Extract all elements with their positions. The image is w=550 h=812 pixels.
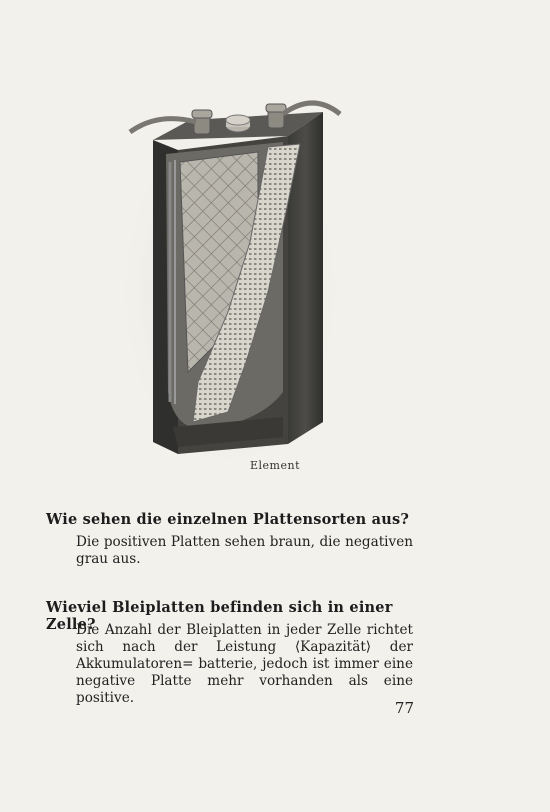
section-body: Die Anzahl der Bleiplatten in jeder Zelle richtet sich nach der Leistung ⟨Kapazität⟩ der Akkumulatoren= batterie, jedoch ist immer eine negative Platte mehr vorhanden als eine positive. bbox=[76, 622, 413, 706]
figure-caption: Element bbox=[249, 459, 300, 472]
section-heading: Wie sehen die einzelnen Plattensorten aus? bbox=[46, 511, 410, 528]
section-body: Die positiven Platten sehen braun, die negativen grau aus. bbox=[76, 534, 413, 567]
page-number: 77 bbox=[394, 699, 414, 717]
battery-cell-cutaway-icon bbox=[118, 92, 348, 462]
battery-cell-illustration bbox=[118, 92, 348, 462]
section-heading: Wieviel Bleiplatten befinden sich in einer Zelle? bbox=[46, 599, 393, 633]
